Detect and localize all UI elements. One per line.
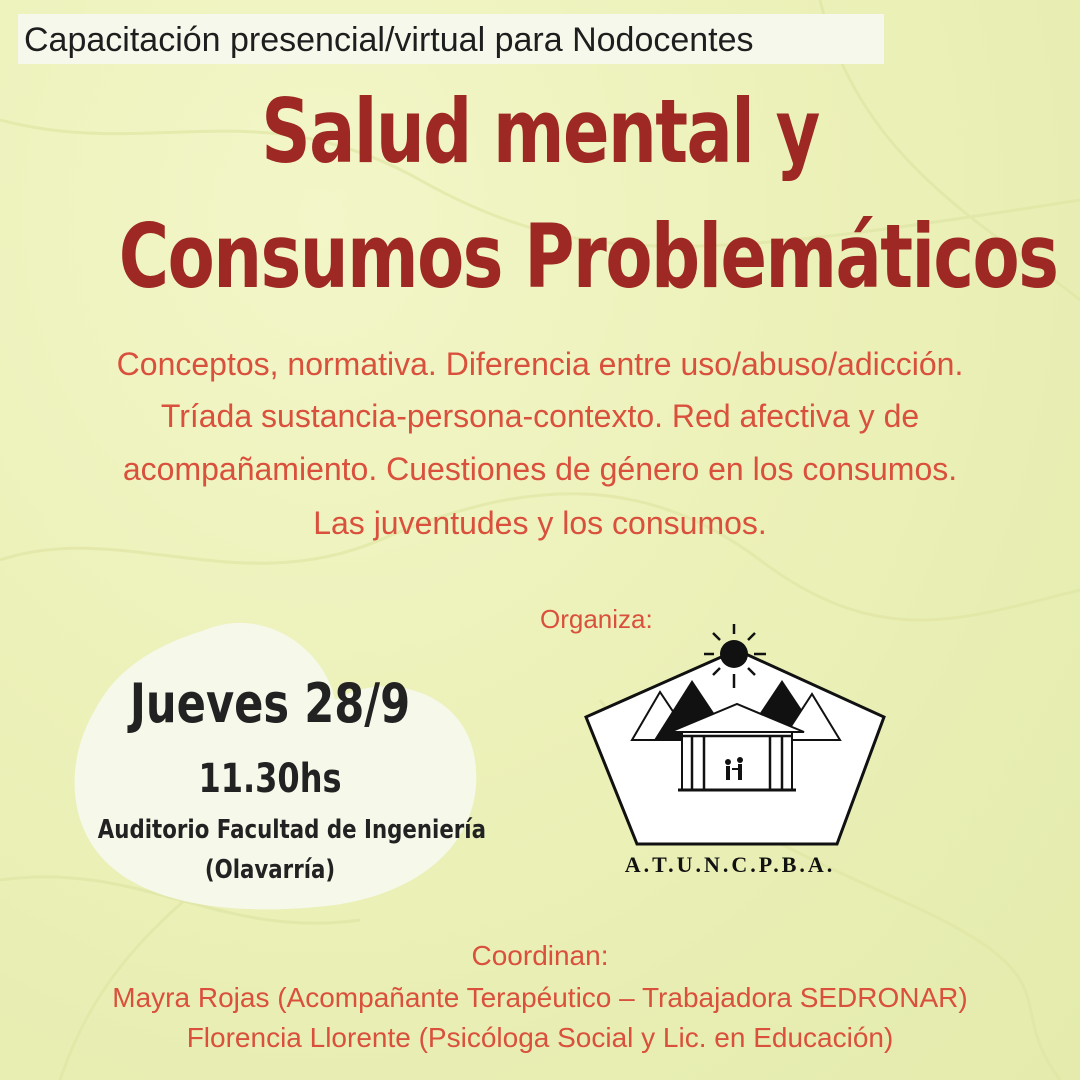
event-time: 11.30hs xyxy=(198,756,342,802)
coordinators-label: Coordinan: xyxy=(471,940,609,971)
organizer-name: A.T.U.N.C.P.B.A. xyxy=(624,852,836,877)
event-day: Jueves 28/9 xyxy=(129,672,411,735)
description-line: acompañamiento. Cuestiones de género en los consumos. xyxy=(122,451,958,487)
page-title-line2: Consumos Problemáticos xyxy=(118,205,1058,308)
description-line: Tríada sustancia-persona-contexto. Red afectiva y de xyxy=(160,398,920,434)
coordinator-item: Mayra Rojas (Acompañante Terapéutico – Trabajadora SEDRONAR) xyxy=(112,982,968,1013)
page-title-line1: Salud mental y xyxy=(261,80,819,183)
coordinator-item: Florencia Llorente (Psicóloga Social y Lic. en Educación) xyxy=(186,1022,894,1053)
training-subtitle: Capacitación presencial/virtual para Nodocentes xyxy=(18,14,884,64)
event-city: (Olavarría) xyxy=(204,855,336,885)
description-line: Las juventudes y los consumos. xyxy=(313,505,767,541)
atuncpba-pentagon-logo-icon xyxy=(582,612,892,852)
organizer-label: Organiza: xyxy=(540,604,653,634)
description-line: Conceptos, normativa. Diferencia entre uso/abuso/adicción. xyxy=(116,346,964,382)
event-place: Auditorio Facultad de Ingeniería xyxy=(97,815,487,845)
